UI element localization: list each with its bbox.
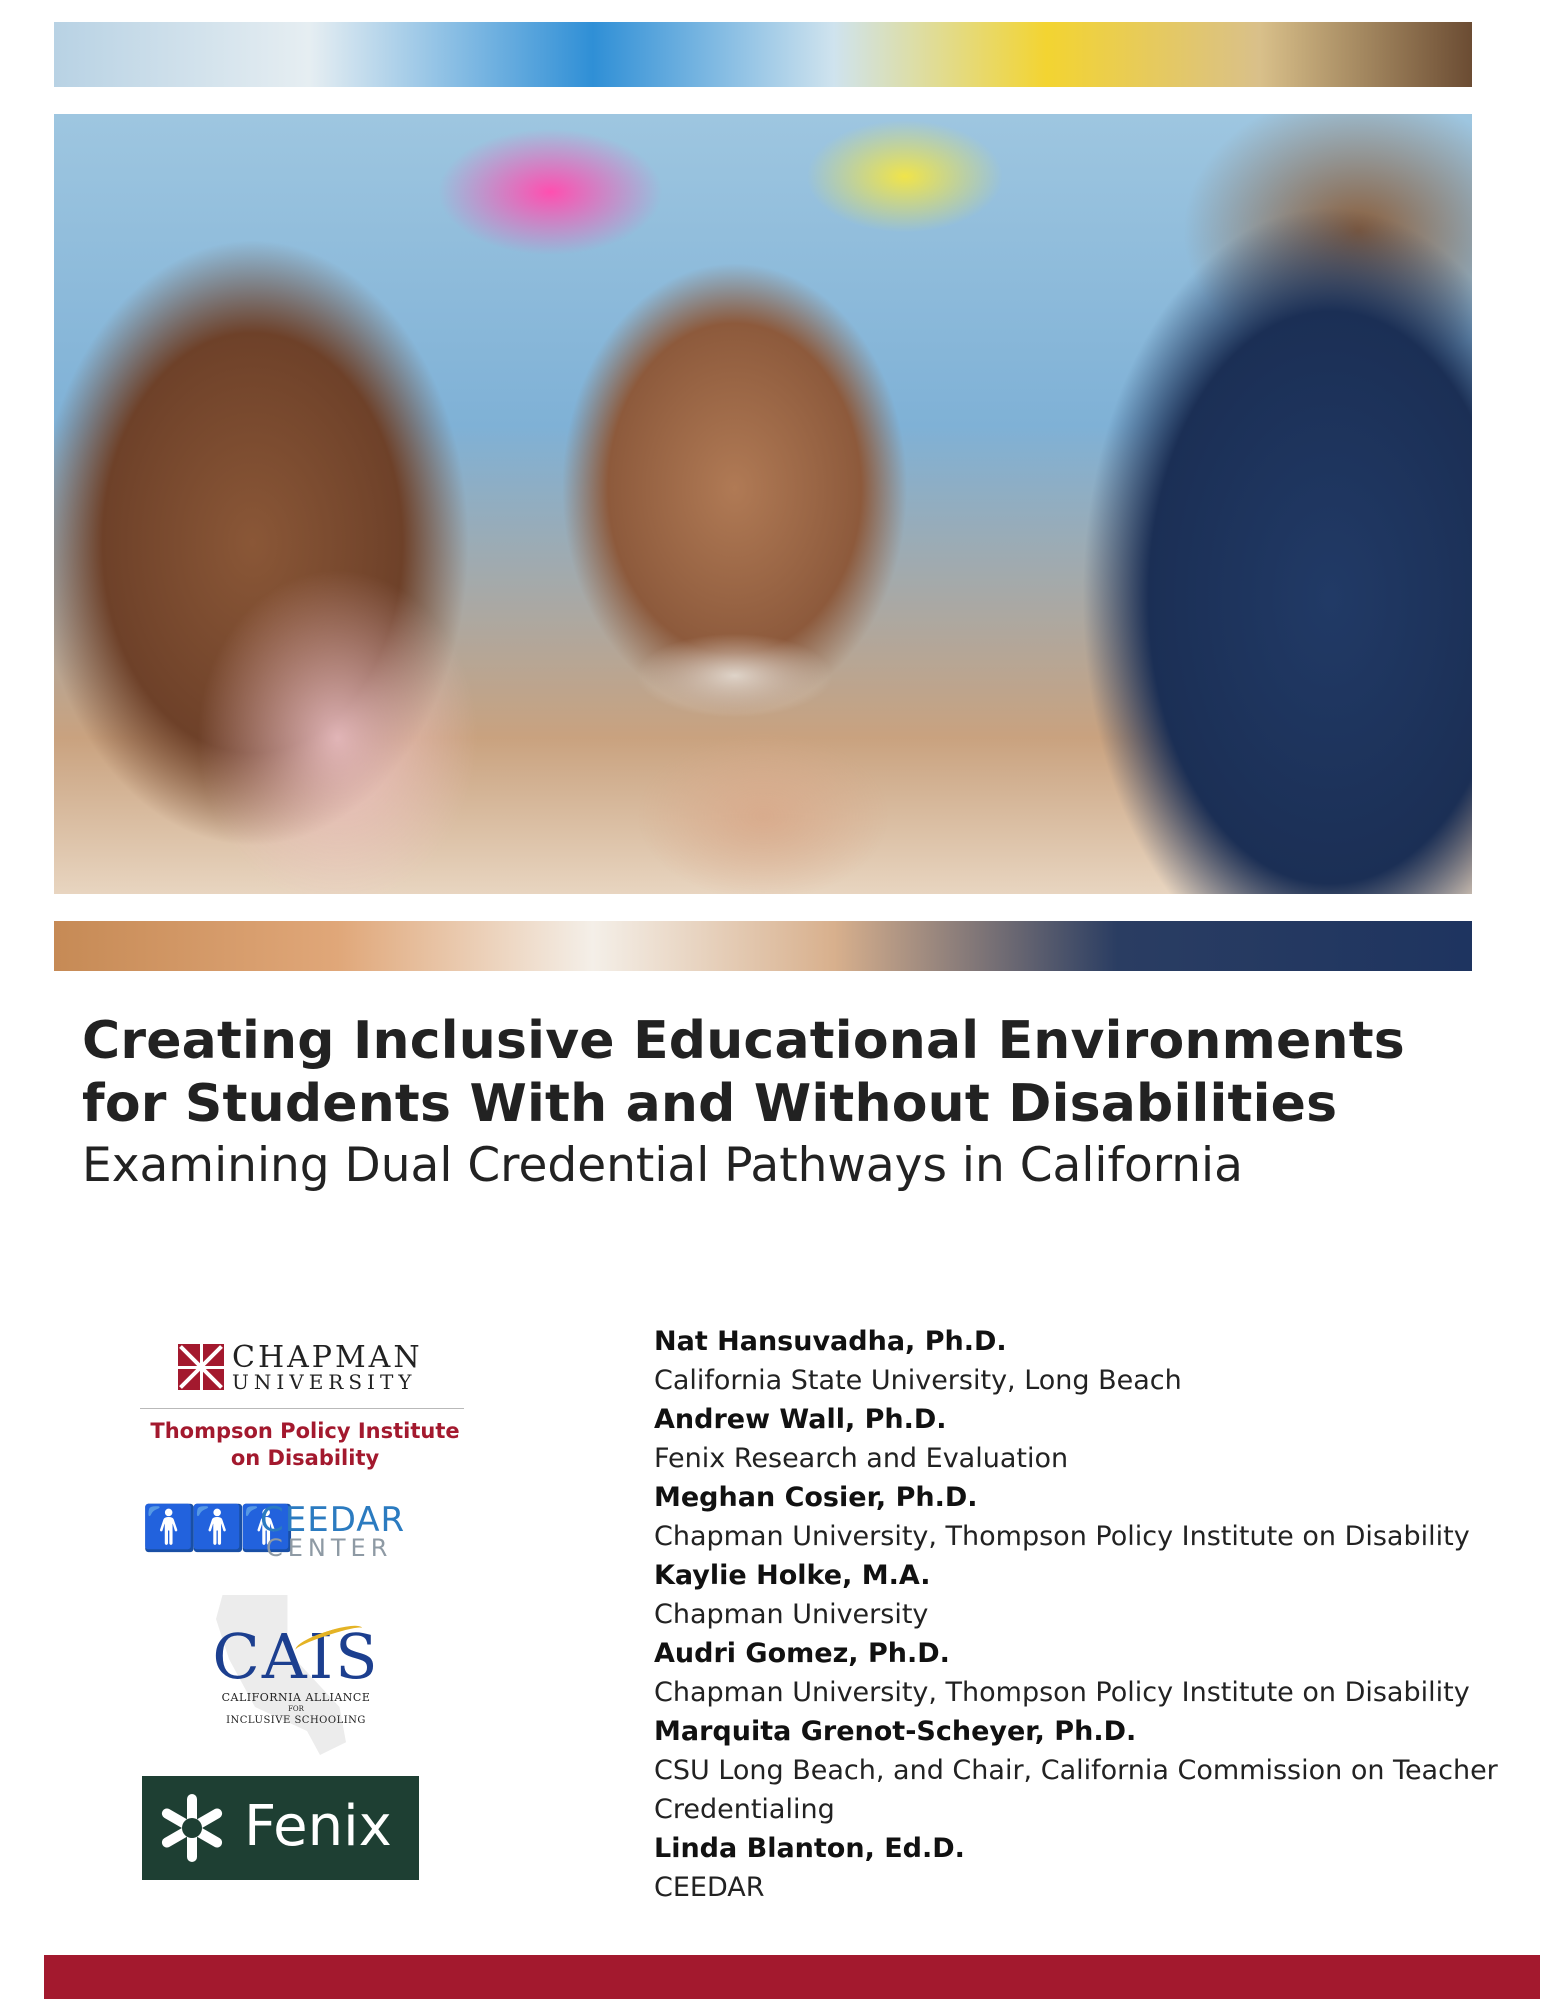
cais-logo [176,1595,416,1755]
report-title [82,1010,1482,1136]
author-affiliation: Chapman University [654,1599,929,1630]
fenix-star-icon [156,1792,228,1864]
author-list [654,1322,1514,1907]
footer-bar [44,1955,1540,1999]
author-name: Audri Gomez, Ph.D. [654,1638,950,1669]
chapman-university-wordmark: UNIVERSITY [232,1370,417,1394]
thompson-policy-institute-logo [140,1418,470,1472]
cais-subline-2: FOR [288,1705,304,1713]
title-block [82,1010,1482,1196]
author-name: Linda Blanton, Ed.D. [654,1833,965,1864]
ceedar-center-wordmark: CENTER [266,1534,393,1562]
cais-subline-1: CALIFORNIA ALLIANCE [221,1691,371,1704]
author-affiliation: Chapman University, Thompson Policy Institute on Disability [654,1677,1470,1708]
fenix-logo [142,1776,419,1880]
author-entry [654,1322,1514,1400]
ceedar-wordmark: CEEDAR [260,1500,406,1540]
author-name: Marquita Grenot-Scheyer, Ph.D. [654,1716,1137,1747]
author-name: Andrew Wall, Ph.D. [654,1404,947,1435]
cais-wordmark: CAIS [212,1620,380,1693]
author-affiliation: California State University, Long Beach [654,1365,1182,1396]
cais-subline-3: INCLUSIVE SCHOOLING [226,1715,366,1726]
report-subtitle: Examining Dual Credential Pathways in California [82,1138,1243,1193]
author-affiliation: Fenix Research and Evaluation [654,1443,1069,1474]
chapman-cross-icon [178,1344,224,1390]
author-entry [654,1829,1514,1907]
author-entry [654,1400,1514,1478]
author-entry [654,1478,1514,1556]
author-affiliation: Chapman University, Thompson Policy Institute on Disability [654,1521,1470,1552]
report-title-line-1: Creating Inclusive Educational Environments [82,1011,1405,1071]
report-title-line-2: for Students With and Without Disabilities [82,1074,1338,1134]
ceedar-center-logo [142,1500,432,1562]
chapman-wordmark: CHAPMAN [232,1340,423,1375]
author-name: Nat Hansuvadha, Ph.D. [654,1326,1007,1357]
photo-shading [54,114,1472,894]
author-affiliation: CEEDAR [654,1872,765,1903]
author-affiliation: CSU Long Beach, and Chair, California Commission on Teacher Credentialing [654,1755,1498,1825]
cover-photo-strip-top [54,22,1472,87]
cover-photo-children-classroom [54,114,1472,894]
author-name: Meghan Cosier, Ph.D. [654,1482,978,1513]
tpi-line-2: on Disability [230,1446,380,1470]
author-entry [654,1712,1514,1829]
author-entry [654,1634,1514,1712]
fenix-wordmark: Fenix [244,1794,392,1859]
logo-divider [140,1408,464,1409]
people-figures-icon: 🚹🚹🚹 [142,1503,289,1554]
author-entry [654,1556,1514,1634]
author-name: Kaylie Holke, M.A. [654,1560,931,1591]
tpi-line-1: Thompson Policy Institute [150,1419,460,1443]
chapman-university-logo [178,1340,428,1394]
cover-photo-strip-bottom [54,921,1472,971]
